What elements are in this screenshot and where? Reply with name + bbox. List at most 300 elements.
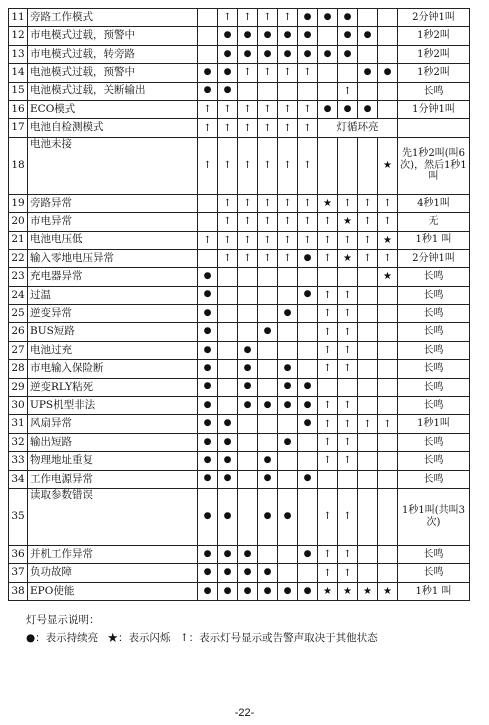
alarm-cell: 长鸣	[398, 323, 470, 341]
row-number: 16	[9, 100, 28, 118]
led-state-cell: ●	[378, 64, 398, 82]
alarm-cell: 无	[398, 213, 470, 231]
row-description: 电池电压低	[28, 231, 198, 249]
row-number: 38	[9, 582, 28, 600]
led-state-cell	[238, 268, 258, 286]
led-state-cell: ↑	[238, 213, 258, 231]
led-state-cell	[378, 360, 398, 378]
led-state-cell: ↑	[338, 305, 358, 323]
alarm-cell	[398, 119, 470, 137]
led-state-cell: ↑	[318, 564, 338, 582]
row-description: ECO模式	[28, 100, 198, 118]
alarm-cell: 长鸣	[398, 397, 470, 415]
led-state-cell: ↑	[298, 213, 318, 231]
row-number: 17	[9, 119, 28, 137]
led-state-cell: ●	[278, 305, 298, 323]
row-number: 37	[9, 564, 28, 582]
led-state-cell	[218, 397, 238, 415]
led-state-cell: ↑	[338, 433, 358, 451]
led-state-cell: ↑	[378, 194, 398, 212]
led-state-cell	[278, 323, 298, 341]
led-state-cell: ●	[278, 582, 298, 600]
led-state-cell: ●	[218, 470, 238, 488]
led-state-cell: ↑	[378, 213, 398, 231]
led-state-cell	[358, 9, 378, 27]
led-state-cell	[358, 323, 378, 341]
led-state-cell: ↑	[218, 137, 238, 194]
table-row	[9, 305, 470, 323]
led-state-cell: ↑	[298, 194, 318, 212]
row-description: 充电器异常	[28, 268, 198, 286]
led-state-cell	[318, 268, 338, 286]
led-state-cell	[358, 545, 378, 563]
led-state-cell: ★	[358, 582, 378, 600]
led-state-cell	[378, 470, 398, 488]
led-state-cell: ●	[238, 45, 258, 63]
row-number: 27	[9, 341, 28, 359]
led-state-cell: ↑	[218, 119, 238, 137]
led-state-cell: ↑	[338, 360, 358, 378]
led-state-cell: ●	[198, 470, 218, 488]
led-state-cell: ↑	[318, 360, 338, 378]
row-number: 18	[9, 137, 28, 194]
led-state-cell: ●	[258, 582, 278, 600]
led-state-cell	[298, 268, 318, 286]
alarm-cell: 1秒2叫	[398, 45, 470, 63]
led-state-cell: ↑	[258, 194, 278, 212]
led-state-cell	[258, 378, 278, 396]
row-number: 15	[9, 82, 28, 100]
row-description: 旁路异常	[28, 194, 198, 212]
led-state-cell	[198, 27, 218, 45]
table-row	[9, 415, 470, 433]
led-state-cell: ★	[378, 582, 398, 600]
led-state-cell: ●	[278, 397, 298, 415]
led-state-cell	[218, 305, 238, 323]
table-row	[9, 545, 470, 563]
led-state-cell: ★	[378, 231, 398, 249]
led-state-cell	[298, 452, 318, 470]
led-state-cell: ●	[318, 45, 338, 63]
led-state-cell: ●	[358, 27, 378, 45]
led-state-cell: ●	[198, 452, 218, 470]
led-state-cell: ↑	[278, 9, 298, 27]
led-state-cell: ●	[198, 64, 218, 82]
led-state-cell: ●	[198, 564, 218, 582]
led-state-cell: ↑	[218, 249, 238, 267]
led-state-cell: ●	[238, 341, 258, 359]
led-state-cell	[258, 545, 278, 563]
led-state-cell: ↑	[278, 231, 298, 249]
led-state-cell: ●	[198, 323, 218, 341]
led-state-cell	[258, 268, 278, 286]
led-state-cell: ●	[358, 64, 378, 82]
led-state-cell: ↑	[218, 100, 238, 118]
led-state-cell: ↑	[278, 249, 298, 267]
table-row	[9, 488, 470, 545]
led-state-cell: ★	[378, 268, 398, 286]
led-state-cell: ↑	[318, 452, 338, 470]
led-state-cell: ↑	[238, 119, 258, 137]
led-state-cell	[358, 564, 378, 582]
led-state-cell: ●	[218, 82, 238, 100]
row-number: 26	[9, 323, 28, 341]
legend-depends: ↑：表示灯号显示或告警声取决于其他状态	[179, 632, 378, 644]
led-state-cell	[218, 360, 238, 378]
led-state-cell: ★	[318, 582, 338, 600]
led-state-cell	[238, 452, 258, 470]
led-state-cell: ●	[198, 545, 218, 563]
table-row	[9, 360, 470, 378]
led-state-cell	[378, 378, 398, 396]
led-state-cell: ●	[218, 45, 238, 63]
led-state-cell	[278, 452, 298, 470]
led-state-cell: ●	[218, 433, 238, 451]
led-state-cell: ●	[218, 452, 238, 470]
row-description: 负功故障	[28, 564, 198, 582]
led-state-cell: ↑	[278, 194, 298, 212]
led-state-cell	[378, 27, 398, 45]
led-state-cell	[278, 82, 298, 100]
led-state-cell	[258, 82, 278, 100]
led-state-cell	[198, 194, 218, 212]
led-state-cell	[198, 249, 218, 267]
led-state-cell: ●	[298, 415, 318, 433]
led-state-cell: ●	[298, 545, 318, 563]
led-state-cell	[338, 64, 358, 82]
alarm-cell: 1秒1叫(共叫3次)	[398, 488, 470, 545]
led-state-cell	[198, 45, 218, 63]
led-state-cell	[378, 397, 398, 415]
led-state-cell: ↑	[358, 194, 378, 212]
led-state-cell: ●	[198, 341, 218, 359]
alarm-cell: 4秒1叫	[398, 194, 470, 212]
led-state-cell	[378, 452, 398, 470]
led-state-cell: ↑	[258, 213, 278, 231]
led-state-cell: ↑	[338, 231, 358, 249]
led-state-cell	[238, 488, 258, 545]
led-state-cell	[298, 564, 318, 582]
led-state-cell: ●	[298, 27, 318, 45]
table-row	[9, 433, 470, 451]
led-state-cell: ●	[278, 45, 298, 63]
led-state-cell: ↑	[238, 249, 258, 267]
led-state-cell	[298, 305, 318, 323]
row-number: 14	[9, 64, 28, 82]
table-row	[9, 45, 470, 63]
led-state-cell	[298, 360, 318, 378]
led-state-cell	[258, 305, 278, 323]
led-state-cell: ↑	[278, 137, 298, 194]
row-description: 旁路工作模式	[28, 9, 198, 27]
led-state-cell: ↑	[318, 433, 338, 451]
led-state-cell: ●	[218, 415, 238, 433]
led-state-cell: ●	[238, 564, 258, 582]
led-state-cell: ↑	[318, 213, 338, 231]
row-description: 过温	[28, 286, 198, 304]
led-state-cell	[338, 268, 358, 286]
led-state-cell	[278, 415, 298, 433]
led-state-cell: ●	[278, 27, 298, 45]
led-state-cell: ●	[218, 545, 238, 563]
table-row	[9, 249, 470, 267]
led-state-cell: ↑	[238, 100, 258, 118]
led-state-cell: ●	[198, 268, 218, 286]
led-state-cell: ●	[238, 378, 258, 396]
led-state-cell: ●	[338, 9, 358, 27]
table-row	[9, 119, 470, 137]
led-state-cell	[298, 488, 318, 545]
led-state-cell	[278, 545, 298, 563]
led-state-cell: ●	[338, 45, 358, 63]
alarm-cell: 长鸣	[398, 341, 470, 359]
row-number: 35	[9, 488, 28, 545]
row-number: 12	[9, 27, 28, 45]
led-status-table	[8, 8, 470, 601]
table-row	[9, 82, 470, 100]
led-state-cell	[238, 433, 258, 451]
led-state-cell: ↑	[338, 82, 358, 100]
table-row	[9, 100, 470, 118]
row-number: 21	[9, 231, 28, 249]
led-state-cell	[218, 268, 238, 286]
led-state-cell	[358, 305, 378, 323]
row-number: 29	[9, 378, 28, 396]
led-state-cell: ●	[258, 397, 278, 415]
led-state-cell	[358, 82, 378, 100]
table-row	[9, 213, 470, 231]
led-state-cell	[238, 470, 258, 488]
led-state-cell	[378, 564, 398, 582]
alarm-cell: 长鸣	[398, 268, 470, 286]
led-state-cell	[378, 433, 398, 451]
led-state-cell: ●	[338, 27, 358, 45]
led-state-cell	[338, 378, 358, 396]
table-row	[9, 564, 470, 582]
led-state-cell: ●	[258, 45, 278, 63]
table-row	[9, 231, 470, 249]
led-state-cell: ●	[218, 582, 238, 600]
led-state-cell: ●	[298, 9, 318, 27]
led-state-cell: ●	[298, 378, 318, 396]
row-description: 电池自检测模式	[28, 119, 198, 137]
led-state-cell: ●	[278, 360, 298, 378]
led-state-cell	[198, 9, 218, 27]
led-state-cell: ●	[258, 488, 278, 545]
led-state-cell: ↑	[298, 100, 318, 118]
alarm-cell: 长鸣	[398, 305, 470, 323]
led-state-cell: ●	[218, 27, 238, 45]
led-state-cell: ↑	[338, 564, 358, 582]
led-state-cell: ●	[258, 323, 278, 341]
table-row	[9, 323, 470, 341]
led-state-cell: ↑	[318, 249, 338, 267]
led-state-cell: ↑	[258, 100, 278, 118]
table-row	[9, 470, 470, 488]
led-state-cell	[258, 341, 278, 359]
row-number: 24	[9, 286, 28, 304]
led-state-cell	[318, 64, 338, 82]
row-description: 输入零地电压异常	[28, 249, 198, 267]
led-state-cell: ↑	[278, 119, 298, 137]
led-state-cell	[258, 415, 278, 433]
led-state-cell: ●	[258, 564, 278, 582]
led-state-cell	[318, 470, 338, 488]
led-state-cell: ↑	[338, 488, 358, 545]
led-state-cell	[238, 286, 258, 304]
led-state-cell	[238, 323, 258, 341]
led-state-cell	[358, 137, 378, 194]
led-state-cell	[218, 323, 238, 341]
led-state-cell: ↑	[338, 452, 358, 470]
row-description: EPO使能	[28, 582, 198, 600]
led-state-cell: ↑	[198, 100, 218, 118]
alarm-cell: 1秒1 叫	[398, 231, 470, 249]
led-state-cell: ●	[198, 582, 218, 600]
led-state-cell	[218, 341, 238, 359]
alarm-cell: 长鸣	[398, 470, 470, 488]
led-state-cell	[298, 323, 318, 341]
led-state-cell: ↑	[258, 249, 278, 267]
led-state-cell	[378, 323, 398, 341]
table-row	[9, 378, 470, 396]
led-state-cell: ↑	[358, 415, 378, 433]
led-state-cell	[278, 470, 298, 488]
led-state-cell	[358, 452, 378, 470]
led-state-cell: ●	[278, 488, 298, 545]
led-state-cell	[378, 286, 398, 304]
led-state-cell	[358, 341, 378, 359]
led-state-cell: ★	[338, 582, 358, 600]
led-state-cell	[378, 100, 398, 118]
led-state-cell	[298, 341, 318, 359]
led-state-cell: ↑	[198, 137, 218, 194]
alarm-cell: 长鸣	[398, 564, 470, 582]
led-state-cell: ↑	[378, 249, 398, 267]
led-state-cell: ●	[238, 582, 258, 600]
led-state-cell	[298, 82, 318, 100]
led-state-cell	[258, 286, 278, 304]
led-state-cell	[378, 488, 398, 545]
row-number: 23	[9, 268, 28, 286]
row-number: 11	[9, 9, 28, 27]
led-state-cell: ●	[298, 397, 318, 415]
led-state-cell	[218, 286, 238, 304]
led-state-cell: ↑	[218, 9, 238, 27]
led-state-cell: ↑	[238, 194, 258, 212]
led-state-cell: ↑	[298, 119, 318, 137]
row-description: 市电模式过载，预警中	[28, 27, 198, 45]
row-description: 电池未接	[28, 137, 198, 194]
led-state-cell: ★	[338, 249, 358, 267]
table-row	[9, 27, 470, 45]
led-state-cell	[278, 564, 298, 582]
led-state-cell: ●	[238, 27, 258, 45]
led-state-cell: ↑	[238, 137, 258, 194]
led-state-cell: ●	[258, 452, 278, 470]
table-row	[9, 341, 470, 359]
led-state-cell: ↑	[318, 231, 338, 249]
led-state-cell: ●	[298, 470, 318, 488]
legend-items	[26, 630, 384, 645]
row-description: UPS机型非法	[28, 397, 198, 415]
led-state-cell: ↑	[338, 286, 358, 304]
led-state-cell: ↑	[258, 119, 278, 137]
table-row	[9, 137, 470, 194]
led-state-cell: ↑	[298, 231, 318, 249]
led-state-cell: ●	[198, 82, 218, 100]
led-state-cell: ★	[338, 213, 358, 231]
led-state-cell	[238, 305, 258, 323]
led-state-cell: ●	[278, 433, 298, 451]
row-description: 输出短路	[28, 433, 198, 451]
row-span-note: 灯循环亮	[318, 119, 398, 137]
led-state-cell: ↑	[298, 64, 318, 82]
led-state-cell: ↑	[338, 415, 358, 433]
alarm-cell: 长鸣	[398, 286, 470, 304]
alarm-cell: 长鸣	[398, 378, 470, 396]
led-state-cell	[358, 286, 378, 304]
led-state-cell	[358, 360, 378, 378]
led-state-cell: ↑	[198, 231, 218, 249]
led-state-cell	[318, 27, 338, 45]
row-number: 19	[9, 194, 28, 212]
alarm-cell: 先1秒2叫(叫6次)，然后1秒1叫	[398, 137, 470, 194]
page-number: -22-	[234, 707, 255, 719]
led-state-cell	[358, 488, 378, 545]
led-state-cell: ↑	[338, 194, 358, 212]
led-state-cell	[198, 213, 218, 231]
led-state-cell: ●	[298, 286, 318, 304]
row-description: 市电输入保险断	[28, 360, 198, 378]
led-state-cell	[358, 433, 378, 451]
led-state-cell: ↑	[238, 231, 258, 249]
led-state-cell: ●	[198, 360, 218, 378]
led-state-cell: ↑	[238, 64, 258, 82]
table-row	[9, 397, 470, 415]
led-state-cell	[378, 9, 398, 27]
led-state-cell: ★	[378, 137, 398, 194]
table-row	[9, 452, 470, 470]
table-row	[9, 9, 470, 27]
row-number: 34	[9, 470, 28, 488]
led-state-cell: ↑	[218, 194, 238, 212]
led-state-cell: ↑	[258, 137, 278, 194]
led-state-cell: ↑	[198, 119, 218, 137]
led-state-cell	[378, 82, 398, 100]
led-state-cell: ●	[198, 397, 218, 415]
led-state-cell	[358, 45, 378, 63]
row-description: 读取参数错误	[28, 488, 198, 545]
table-row	[9, 194, 470, 212]
led-state-cell	[358, 470, 378, 488]
led-state-cell	[338, 470, 358, 488]
row-description: 电池过充	[28, 341, 198, 359]
row-number: 36	[9, 545, 28, 563]
led-state-cell	[378, 45, 398, 63]
led-state-cell: ●	[298, 582, 318, 600]
led-state-cell: ●	[218, 64, 238, 82]
table-row	[9, 268, 470, 286]
led-state-cell	[278, 286, 298, 304]
led-state-cell: ↑	[338, 323, 358, 341]
row-description: 风扇异常	[28, 415, 198, 433]
row-description: 逆变RLY粘死	[28, 378, 198, 396]
led-state-cell: ↑	[358, 231, 378, 249]
row-description: 工作电源异常	[28, 470, 198, 488]
led-state-cell: ↑	[358, 213, 378, 231]
led-state-cell: ●	[298, 45, 318, 63]
